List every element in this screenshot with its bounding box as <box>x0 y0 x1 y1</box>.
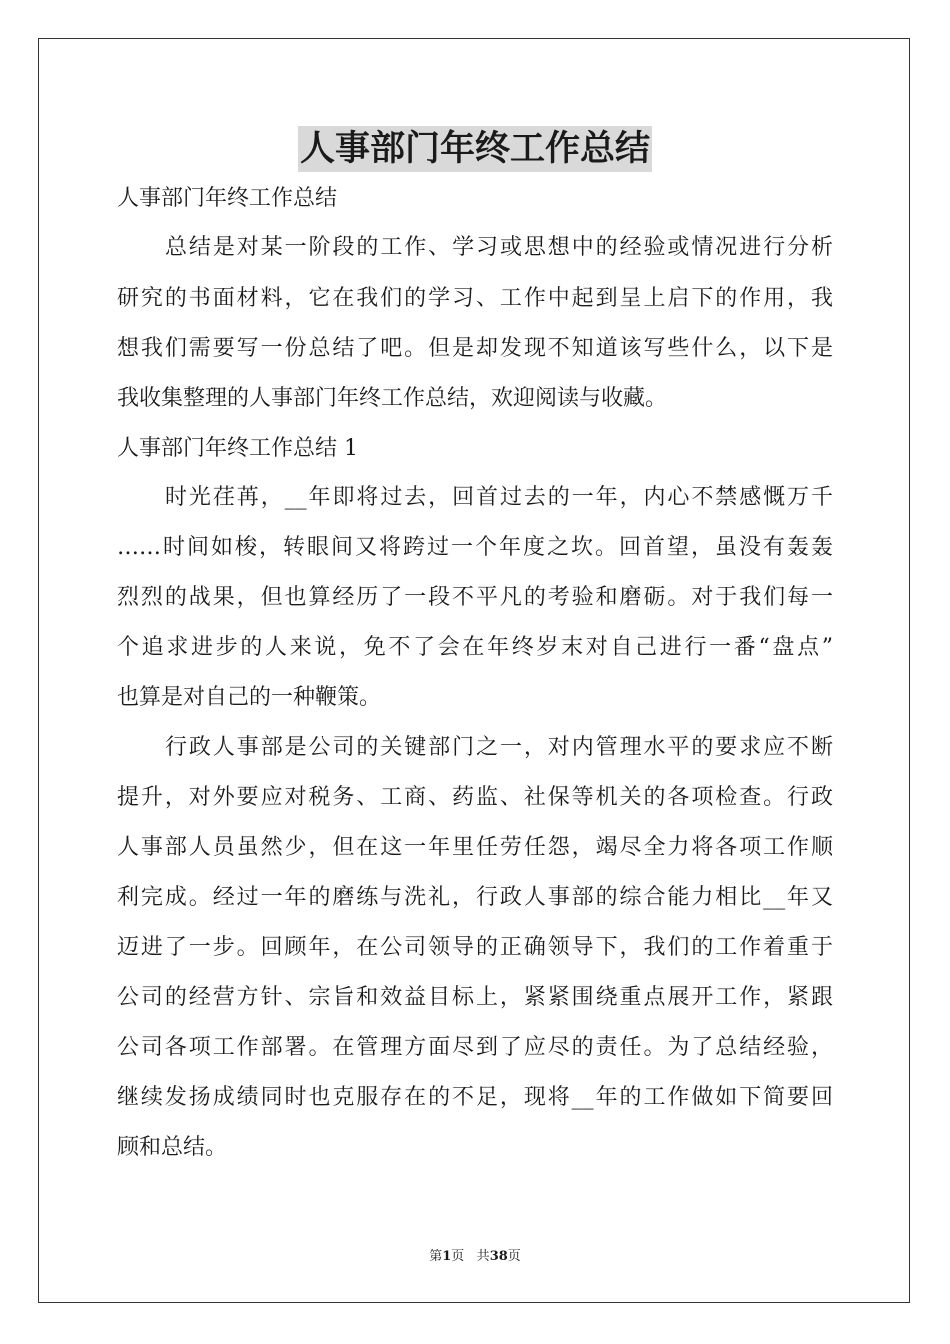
intro-line: 总结是对某一阶段的工作、学习或思想中的经验或情况进行分析 <box>165 235 833 260</box>
document-subtitle: 人事部门年终工作总结 <box>117 186 338 211</box>
paragraph2-line: 利完成。经过一年的磨练与洗礼，行政人事部的综合能力相比__年又 <box>117 885 833 910</box>
paragraph2-line: 人事部人员虽然少，但在这一年里任劳任怨，竭尽全力将各项工作顺 <box>117 835 833 860</box>
paragraph1-line: 时光荏苒，__年即将过去，回首过去的一年，内心不禁感慨万千 <box>165 485 833 510</box>
section-heading: 人事部门年终工作总结 1 <box>117 436 358 461</box>
total-pages: 38 <box>489 1249 508 1264</box>
paragraph2-line: 行政人事部是公司的关键部门之一，对内管理水平的要求应不断 <box>165 735 833 760</box>
paragraph2-line: 顾和总结。 <box>117 1135 228 1160</box>
page-footer <box>0 1249 950 1265</box>
paragraph2-line: 公司各项工作部署。在管理方面尽到了应尽的责任。为了总结经验， <box>117 1035 833 1060</box>
intro-line: 想我们需要写一份总结了吧。但是却发现不知道该写些什么，以下是 <box>117 336 833 361</box>
page-border <box>38 38 910 1303</box>
paragraph1-line: ……时间如梭，转眼间又将跨过一个年度之坎。回首望，虽没有轰轰 <box>117 535 833 560</box>
intro-line: 研究的书面材料，它在我们的学习、工作中起到呈上启下的作用，我 <box>117 286 833 311</box>
paragraph1-line: 烈烈的战果，但也算经历了一段不平凡的考验和磨砺。对于我们每一 <box>117 585 833 610</box>
paragraph2-line: 提升，对外要应对税务、工商、药监、社保等机关的各项检查。行政 <box>117 785 833 810</box>
document-title <box>0 126 950 172</box>
paragraph1-line: 也算是对自己的一种鞭策。 <box>117 685 382 710</box>
intro-line: 我收集整理的人事部门年终工作总结，欢迎阅读与收藏。 <box>117 386 668 411</box>
page-number: 1 <box>442 1249 452 1264</box>
paragraph2-line: 继续发扬成绩同时也克服存在的不足，现将__年的工作做如下简要回 <box>117 1085 833 1110</box>
page-suffix: 页 <box>451 1249 465 1264</box>
total-prefix: 共 <box>476 1249 490 1264</box>
paragraph2-line: 迈进了一步。回顾年，在公司领导的正确领导下，我们的工作着重于 <box>117 935 833 960</box>
total-suffix: 页 <box>507 1249 521 1264</box>
paragraph2-line: 公司的经营方针、宗旨和效益目标上，紧紧围绕重点展开工作，紧跟 <box>117 985 833 1010</box>
page-prefix: 第 <box>429 1249 443 1264</box>
document-title-text: 人事部门年终工作总结 <box>298 126 652 172</box>
paragraph1-line: 个追求进步的人来说，免不了会在年终岁末对自己进行一番“盘点” <box>117 635 833 660</box>
